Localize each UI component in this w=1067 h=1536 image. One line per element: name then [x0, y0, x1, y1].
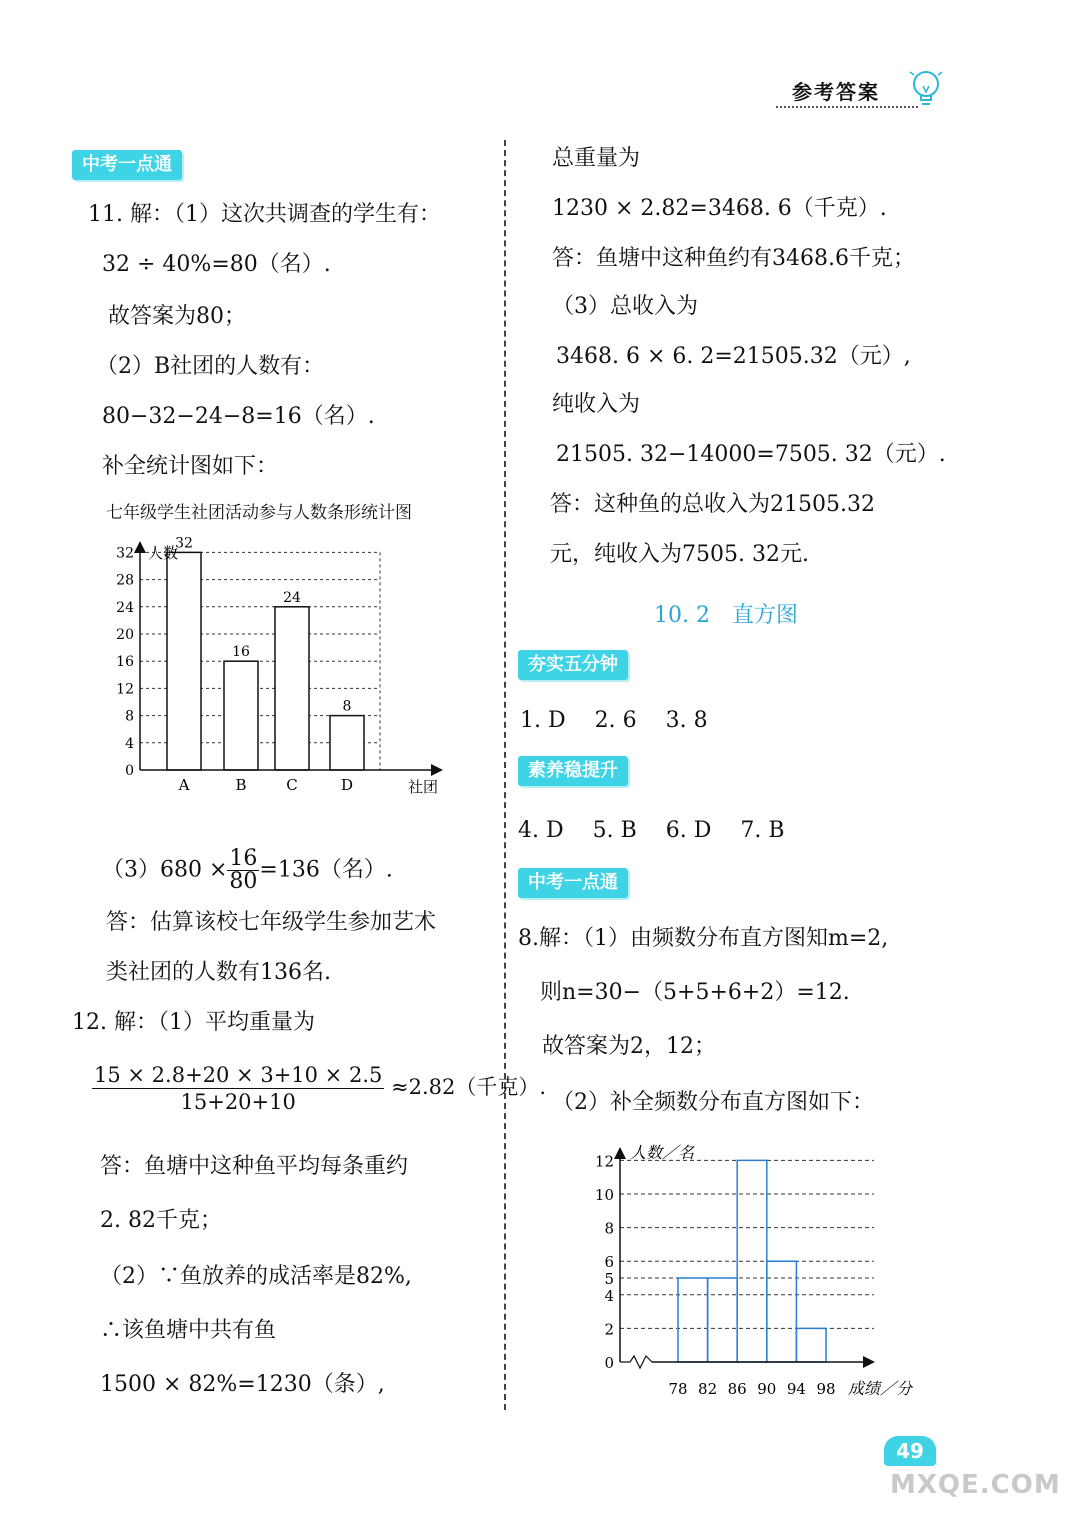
text-line: 元，纯收入为7505. 32元. — [550, 542, 809, 567]
text-line: 32 ÷ 40%=80（名）. — [102, 252, 331, 277]
bar-value-label: 32 — [175, 535, 193, 552]
x-tick-label: A — [178, 776, 190, 794]
histogram-bar — [708, 1278, 738, 1362]
y-tick-label: 0 — [604, 1354, 614, 1372]
text-line: 答：这种鱼的总收入为21505.32 — [550, 492, 875, 517]
y-tick-label: 8 — [125, 708, 134, 725]
y-tick-label: 12 — [594, 1152, 614, 1171]
x-tick-label: B — [235, 776, 247, 794]
x-tick-label: 98 — [816, 1380, 836, 1398]
text-line: 1230 × 2.82=3468. 6（千克）. — [552, 196, 887, 221]
q3-prefix: （3）680 × — [102, 857, 228, 883]
y-tick-label: 5 — [604, 1270, 614, 1288]
bar-value-label: 24 — [283, 589, 301, 606]
text-line: 12. 解：（1）平均重量为 — [72, 1010, 315, 1035]
text-line: 21505. 32−14000=7505. 32（元）. — [556, 442, 946, 467]
lightbulb-icon — [906, 66, 946, 112]
y-tick-label: 28 — [116, 572, 134, 589]
histogram-bar — [678, 1278, 708, 1362]
x-tick-label: 82 — [698, 1380, 718, 1398]
tag-zhongkao: 中考一点通 — [72, 150, 182, 180]
text-line: （2）B社团的人数有： — [96, 354, 325, 379]
avg-formula — [92, 1062, 546, 1115]
text-line: 补全统计图如下： — [102, 454, 279, 479]
bar-D — [330, 716, 364, 770]
bar-A — [167, 552, 201, 770]
y-tick-label: 2 — [604, 1320, 614, 1339]
fraction-denominator: 80 — [229, 869, 258, 894]
y-axis-label: 人数／名 — [630, 1143, 695, 1162]
x-tick-label: 78 — [668, 1380, 688, 1398]
text-line: 80−32−24−8=16（名）. — [102, 404, 375, 429]
y-tick-label: 32 — [116, 545, 134, 562]
bar-value-label: 16 — [232, 644, 250, 661]
y-axis-label: 人数 — [148, 544, 179, 562]
x-axis-label: 成绩／分 — [848, 1379, 913, 1398]
text-line: 答：鱼塘中这种鱼约有3468.6千克； — [552, 246, 915, 271]
text-line: 总重量为 — [552, 146, 641, 171]
axis-break — [620, 1356, 652, 1368]
y-tick-label: 10 — [594, 1186, 614, 1204]
text-line: 2. 82千克； — [100, 1208, 222, 1233]
text-line: ∴该鱼塘中共有鱼 — [100, 1318, 277, 1343]
y-tick-label: 20 — [116, 627, 134, 643]
fraction — [227, 848, 259, 893]
avg-denominator: 15+20+10 — [180, 1090, 296, 1114]
column-divider — [504, 140, 506, 1410]
x-tick-label: 86 — [727, 1380, 747, 1398]
answers-2: 4. D 5. B 6. D 7. B — [518, 818, 785, 843]
x-axis-label: 社团 — [408, 778, 439, 796]
tag-suyang: 素养稳提升 — [518, 756, 628, 786]
avg-fraction — [92, 1062, 384, 1115]
section-title: 10. 2 直方图 — [654, 603, 798, 628]
text-line: 则n=30−（5+5+6+2）=12. — [540, 980, 850, 1005]
y-tick-label: 0 — [125, 763, 134, 779]
q3-suffix: =136（名）. — [259, 857, 393, 883]
header-title: 参考答案 — [792, 80, 880, 104]
chart-title: 七年级学生社团活动参与人数条形统计图 — [106, 503, 412, 523]
q3-line — [102, 848, 393, 893]
histogram-chart — [590, 1136, 930, 1406]
text-line: 答：鱼塘中这种鱼平均每条重约 — [100, 1154, 409, 1179]
text-line: 11. 解：（1）这次共调查的学生有： — [88, 202, 441, 227]
text-line: 8.解：（1）由频数分布直方图知m=2, — [518, 926, 889, 951]
tag-zhongkao-2: 中考一点通 — [518, 868, 628, 898]
bar-B — [224, 661, 258, 770]
y-tick-label: 24 — [116, 599, 134, 616]
x-tick-label: 94 — [786, 1380, 806, 1398]
tag-hangshi: 夯实五分钟 — [518, 650, 628, 680]
y-tick-label: 4 — [125, 735, 134, 752]
histogram-bar — [796, 1328, 826, 1362]
y-tick-label: 4 — [604, 1286, 614, 1305]
y-tick-label: 12 — [116, 681, 134, 698]
text-line: （3）总收入为 — [552, 294, 698, 319]
watermark: MXQE.COM — [890, 1470, 1061, 1500]
text-line: 故答案为2，12； — [542, 1034, 716, 1059]
bar-chart — [100, 532, 460, 802]
y-tick-label: 6 — [604, 1253, 614, 1272]
bar-value-label: 8 — [342, 698, 352, 715]
avg-numerator: 15 × 2.8+20 × 3+10 × 2.5 — [94, 1063, 383, 1087]
text-line: （2）补全频数分布直方图如下： — [552, 1090, 874, 1115]
avg-result: ≈2.82（千克）. — [391, 1075, 547, 1099]
text-line: 答：估算该校七年级学生参加艺术 — [106, 910, 437, 935]
text-line: 纯收入为 — [552, 392, 641, 417]
y-tick-label: 8 — [604, 1219, 614, 1238]
y-tick-label: 16 — [116, 654, 134, 671]
x-tick-label: C — [286, 776, 298, 794]
histogram-bar — [767, 1261, 797, 1362]
answers-1: 1. D 2. 6 3. 8 — [520, 708, 708, 733]
text-line: 3468. 6 × 6. 2=21505.32（元）, — [556, 344, 911, 369]
text-line: 类社团的人数有136名. — [106, 960, 331, 985]
x-tick-label: 90 — [757, 1380, 777, 1398]
text-line: （2）∵鱼放养的成活率是82%, — [100, 1264, 412, 1289]
page-number: 49 — [884, 1436, 936, 1466]
x-tick-label: D — [340, 776, 354, 794]
text-line: 1500 × 82%=1230（条）, — [100, 1372, 385, 1397]
text-line: 故答案为80； — [108, 304, 246, 329]
bar-C — [275, 607, 309, 770]
fraction-numerator: 16 — [229, 846, 258, 871]
